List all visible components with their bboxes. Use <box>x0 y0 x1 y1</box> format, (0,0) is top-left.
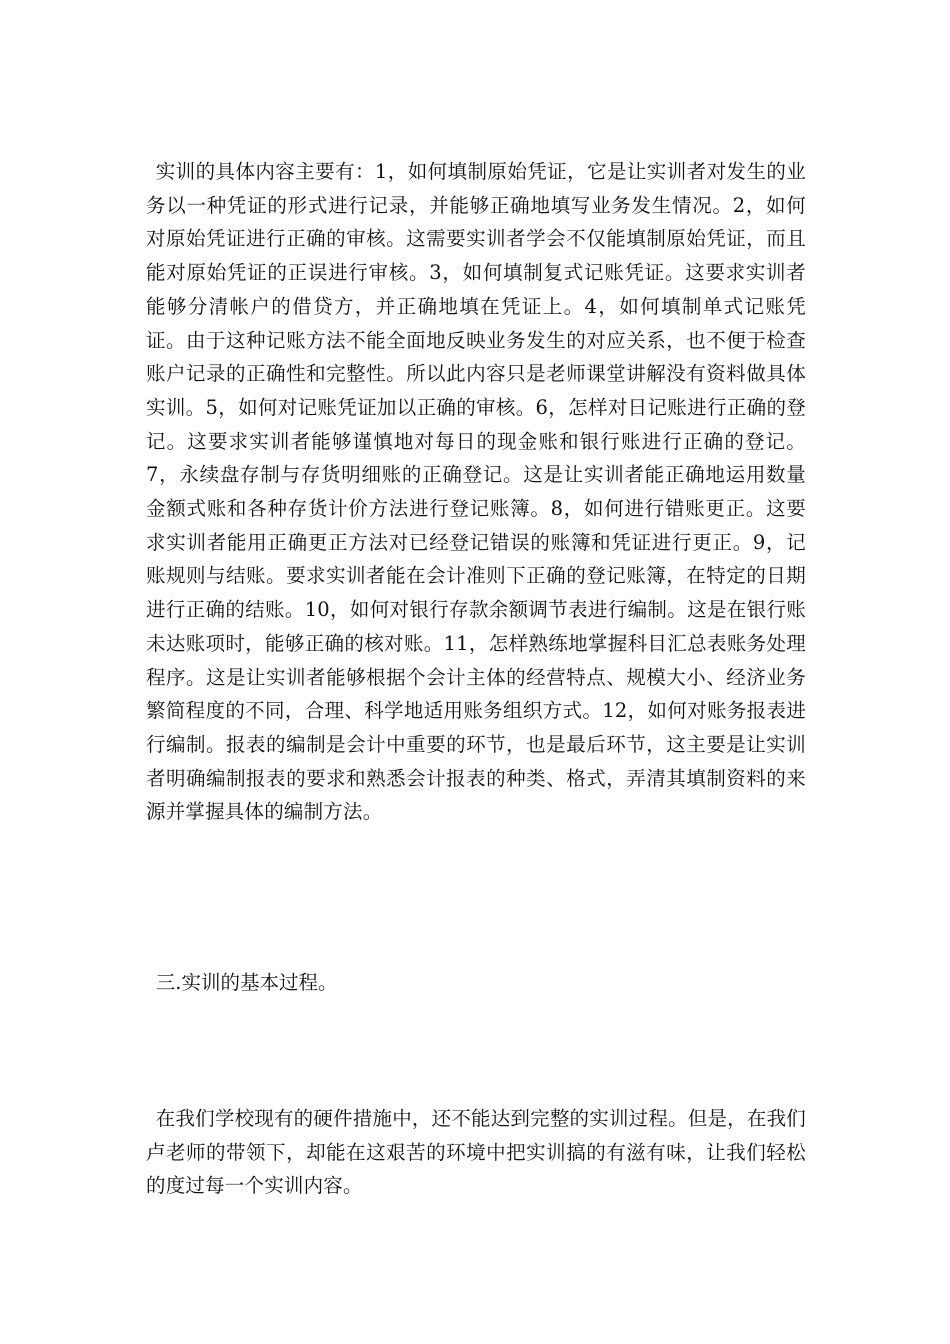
section-heading: 三.实训的基本过程。 <box>155 971 338 994</box>
content-paragraph-training-process: 在我们学校现有的硬件措施中，还不能达到完整的实训过程。但是，在我们卢老师的带领下，却能在这艰苦的环境中把实训搞的有滋有味，让我们轻松的度过每一个实训内容。 <box>146 1107 806 1198</box>
content-paragraph-training-items: 实训的具体内容主要有：1，如何填制原始凭证，它是让实训者对发生的业务以一种凭证的形式进行记录，并能够正确地填写业务发生情况。2，如何对原始凭证进行正确的审核。这需要实训者学会不仅能填制原始凭证，而且能对原始凭证的正误进行审核。3，如何填制复式记账凭证。这要求实训者能够分清帐户的借贷方，并正确地填在凭证上。4，如何填制单式记账凭证。由于这种记账方法不能全面地反映业务发生的对应关系，也不便于检查账户记录的正确性和完整性。所以此内容只是老师课堂讲解没有资料做具体实训。5，如何对记账凭证加以正确的审核。6，怎样对日记账进行正确的登记。这要求实训者能够谨慎地对每日的现金账和银行账进行正确的登记。7，永续盘存制与存货明细账的正确登记。这是让实训者能正确地运用数量金额式账和各种存货计价方法进行登记账簿。8，如何进行错账更正。这要求实训者能用正确更正方法对已经登记错误的账簿和凭证进行更正。9，记账规则与结账。要求实训者能在会计准则下正确的登记账簿，在特定的日期进行正确的结账。10，如何对银行存款余额调节表进行编制。这是在银行账未达账项时，能够正确的核对账。11，怎样熟练地掌握科目汇总表账务处理程序。这是让实训者能够根据个会计主体的经营特点、规模大小、经济业务繁简程度的不同，合理、科学地适用账务组织方式。12，如何对账务报表进行编制。报表的编制是会计中重要的环节，也是最后环节，这主要是让实训者明确编制报表的要求和熟悉会计报表的种类、格式，弄清其填制资料的来源并掌握具体的编制方法。 <box>146 160 806 824</box>
